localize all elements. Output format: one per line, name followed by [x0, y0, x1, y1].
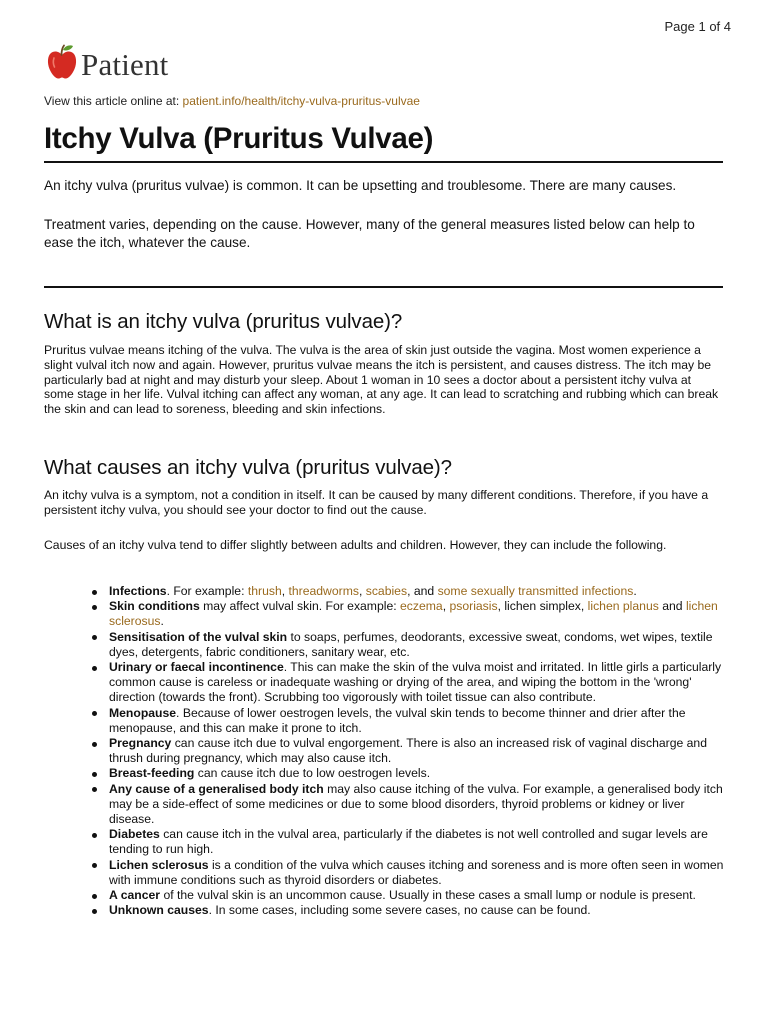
- list-item: [109, 888, 724, 903]
- list-item-text: .: [633, 584, 637, 598]
- list-item-title: Pregnancy: [109, 736, 172, 751]
- list-item: [109, 660, 724, 706]
- view-online-label: View this article online at:: [44, 94, 183, 108]
- page-number: Page 1 of 4: [664, 19, 731, 34]
- article-url-link[interactable]: patient.info/health/itchy-vulva-pruritus-vulvae: [182, 94, 420, 108]
- list-item-text: . For example:: [166, 584, 248, 598]
- list-item-text: is a condition of the vulva which causes itching and soreness and is more often seen in women with immune conditions such as thyroid disorders or diabetes.: [109, 857, 724, 887]
- list-item-title: Skin conditions: [109, 599, 200, 614]
- sti-link[interactable]: some sexually transmitted infections: [437, 584, 634, 598]
- list-item: [109, 827, 724, 857]
- intro-paragraph: An itchy vulva (pruritus vulvae) is common. It can be upsetting and troublesome. There are many causes.: [44, 178, 677, 193]
- scabies-link[interactable]: scabies: [365, 584, 408, 598]
- list-item-text: to soaps, perfumes, deodorants, excessive sweat, condoms, wet wipes, textile dyes, detergents, fabric conditioners, sanitary wear, etc.: [109, 629, 713, 659]
- list-item-text: and: [658, 599, 686, 614]
- list-item-title: Breast-feeding: [109, 766, 195, 781]
- list-item-title-prefix: A: [109, 888, 121, 903]
- section-paragraph: An itchy vulva is a symptom, not a condition in itself. It can be caused by many different conditions. Therefore, if you have a persistent itchy vulva, you should see your doctor to find out the cause.: [44, 488, 709, 517]
- list-item-text: can cause itch in the vulval area, particularly if the diabetes is not well controlled and sugar levels are tending to run high.: [109, 827, 708, 857]
- list-item-text: of the vulval skin is an uncommon cause. Usually in these cases a small lump or nodule is present.: [160, 888, 696, 903]
- list-item: [109, 903, 724, 918]
- patient-logo[interactable]: [46, 44, 169, 80]
- section-heading-what-is: What is an itchy vulva (pruritus vulvae)?: [44, 310, 403, 333]
- list-item-text: can cause itch due to low oestrogen levels.: [194, 766, 431, 781]
- brand-name: Patient: [81, 47, 169, 82]
- list-item: [109, 599, 724, 629]
- list-item-text: , and: [407, 584, 438, 598]
- threadworms-link[interactable]: threadworms: [288, 584, 359, 598]
- list-item: [109, 706, 724, 736]
- list-item-text: can cause itch due to vulval engorgement. There is also an increased risk of vaginal discharge and thrush during pregnancy, which may also cause itch.: [109, 736, 707, 766]
- list-item-text: .: [160, 614, 164, 629]
- list-item: [109, 858, 724, 888]
- list-item-title: Diabetes: [109, 827, 160, 842]
- list-item: [109, 736, 724, 766]
- lichen-planus-link[interactable]: lichen planus: [587, 599, 659, 614]
- list-item-text: . Because of lower oestrogen levels, the vulval skin tends to become thinner and drier after the menopause, and this can make it prone to itch.: [109, 705, 686, 735]
- list-item-text: . In some cases, including some severe cases, no cause can be found.: [208, 903, 591, 918]
- list-item: [109, 782, 724, 828]
- intro-paragraph: Treatment varies, depending on the cause. However, many of the general measures listed below can help to ease the itch, whatever the cause.: [44, 217, 695, 250]
- causes-list: [44, 584, 724, 918]
- page-title: Itchy Vulva (Pruritus Vulvae): [44, 120, 723, 163]
- section-paragraph: Pruritus vulvae means itching of the vulva. The vulva is the area of skin just outside the vagina. Most women experience a slight vulval itch now and again. However, pruritus vulvae means the itch is persistent, and causes distress. The itch may be particularly bad at night and may disturb your sleep. About 1 woman in 10 sees a doctor about a persistent itchy vulva at some stage in her life. Vulval itching can affect any woman, at any age. It can lead to scratching and rubbing which can break the skin and can lead to soreness, bleeding and skin infections.: [44, 343, 719, 417]
- list-item: [109, 630, 724, 660]
- list-item-text: , lichen simplex,: [497, 599, 588, 614]
- list-item-title: Any cause of a generalised body itch: [109, 781, 324, 796]
- list-item-title: Sensitisation of the vulval skin: [109, 629, 288, 644]
- list-item-title: Urinary or faecal incontinence: [109, 660, 284, 675]
- list-item-title: cancer: [120, 888, 161, 903]
- lichen-sclerosus-link[interactable]: lichen sclerosus: [109, 599, 718, 629]
- section-heading-causes: What causes an itchy vulva (pruritus vulvae)?: [44, 456, 452, 479]
- thrush-link[interactable]: thrush: [247, 584, 282, 598]
- psoriasis-link[interactable]: psoriasis: [449, 599, 498, 614]
- list-item: [109, 766, 724, 781]
- list-item-text: ,: [281, 584, 289, 598]
- section-divider: [44, 286, 723, 288]
- list-item-title: Lichen sclerosus: [109, 857, 209, 872]
- eczema-link[interactable]: eczema: [400, 599, 443, 614]
- intro-section: [44, 177, 724, 273]
- list-item-title: Menopause: [109, 705, 177, 720]
- list-item-text: ,: [442, 599, 450, 614]
- list-item-text: ,: [358, 584, 366, 598]
- list-item-text: may also cause itching of the vulva. For example, a generalised body itch may be a side-effect of some medicines or due to some blood disorders, thyroid problems or kidney or liver disease.: [109, 781, 723, 827]
- view-online-line: [44, 94, 420, 108]
- list-item-text: may affect vulval skin. For example:: [199, 599, 401, 614]
- list-item: [109, 584, 724, 599]
- list-item-title: Infections: [109, 584, 167, 598]
- list-item-title: Unknown causes: [109, 903, 209, 918]
- list-item-text: . This can make the skin of the vulva moist and irritated. In little girls a particularly common cause is careless or inadequate washing or drying of the area, and wiping the bottom in the 'wrong' direction (towards the front). Scrubbing too vigorously with toilet tissue can also contribute.: [109, 660, 722, 705]
- apple-icon: [46, 44, 78, 80]
- section-paragraph: Causes of an itchy vulva tend to differ slightly between adults and children. However, they can include the following.: [44, 538, 667, 552]
